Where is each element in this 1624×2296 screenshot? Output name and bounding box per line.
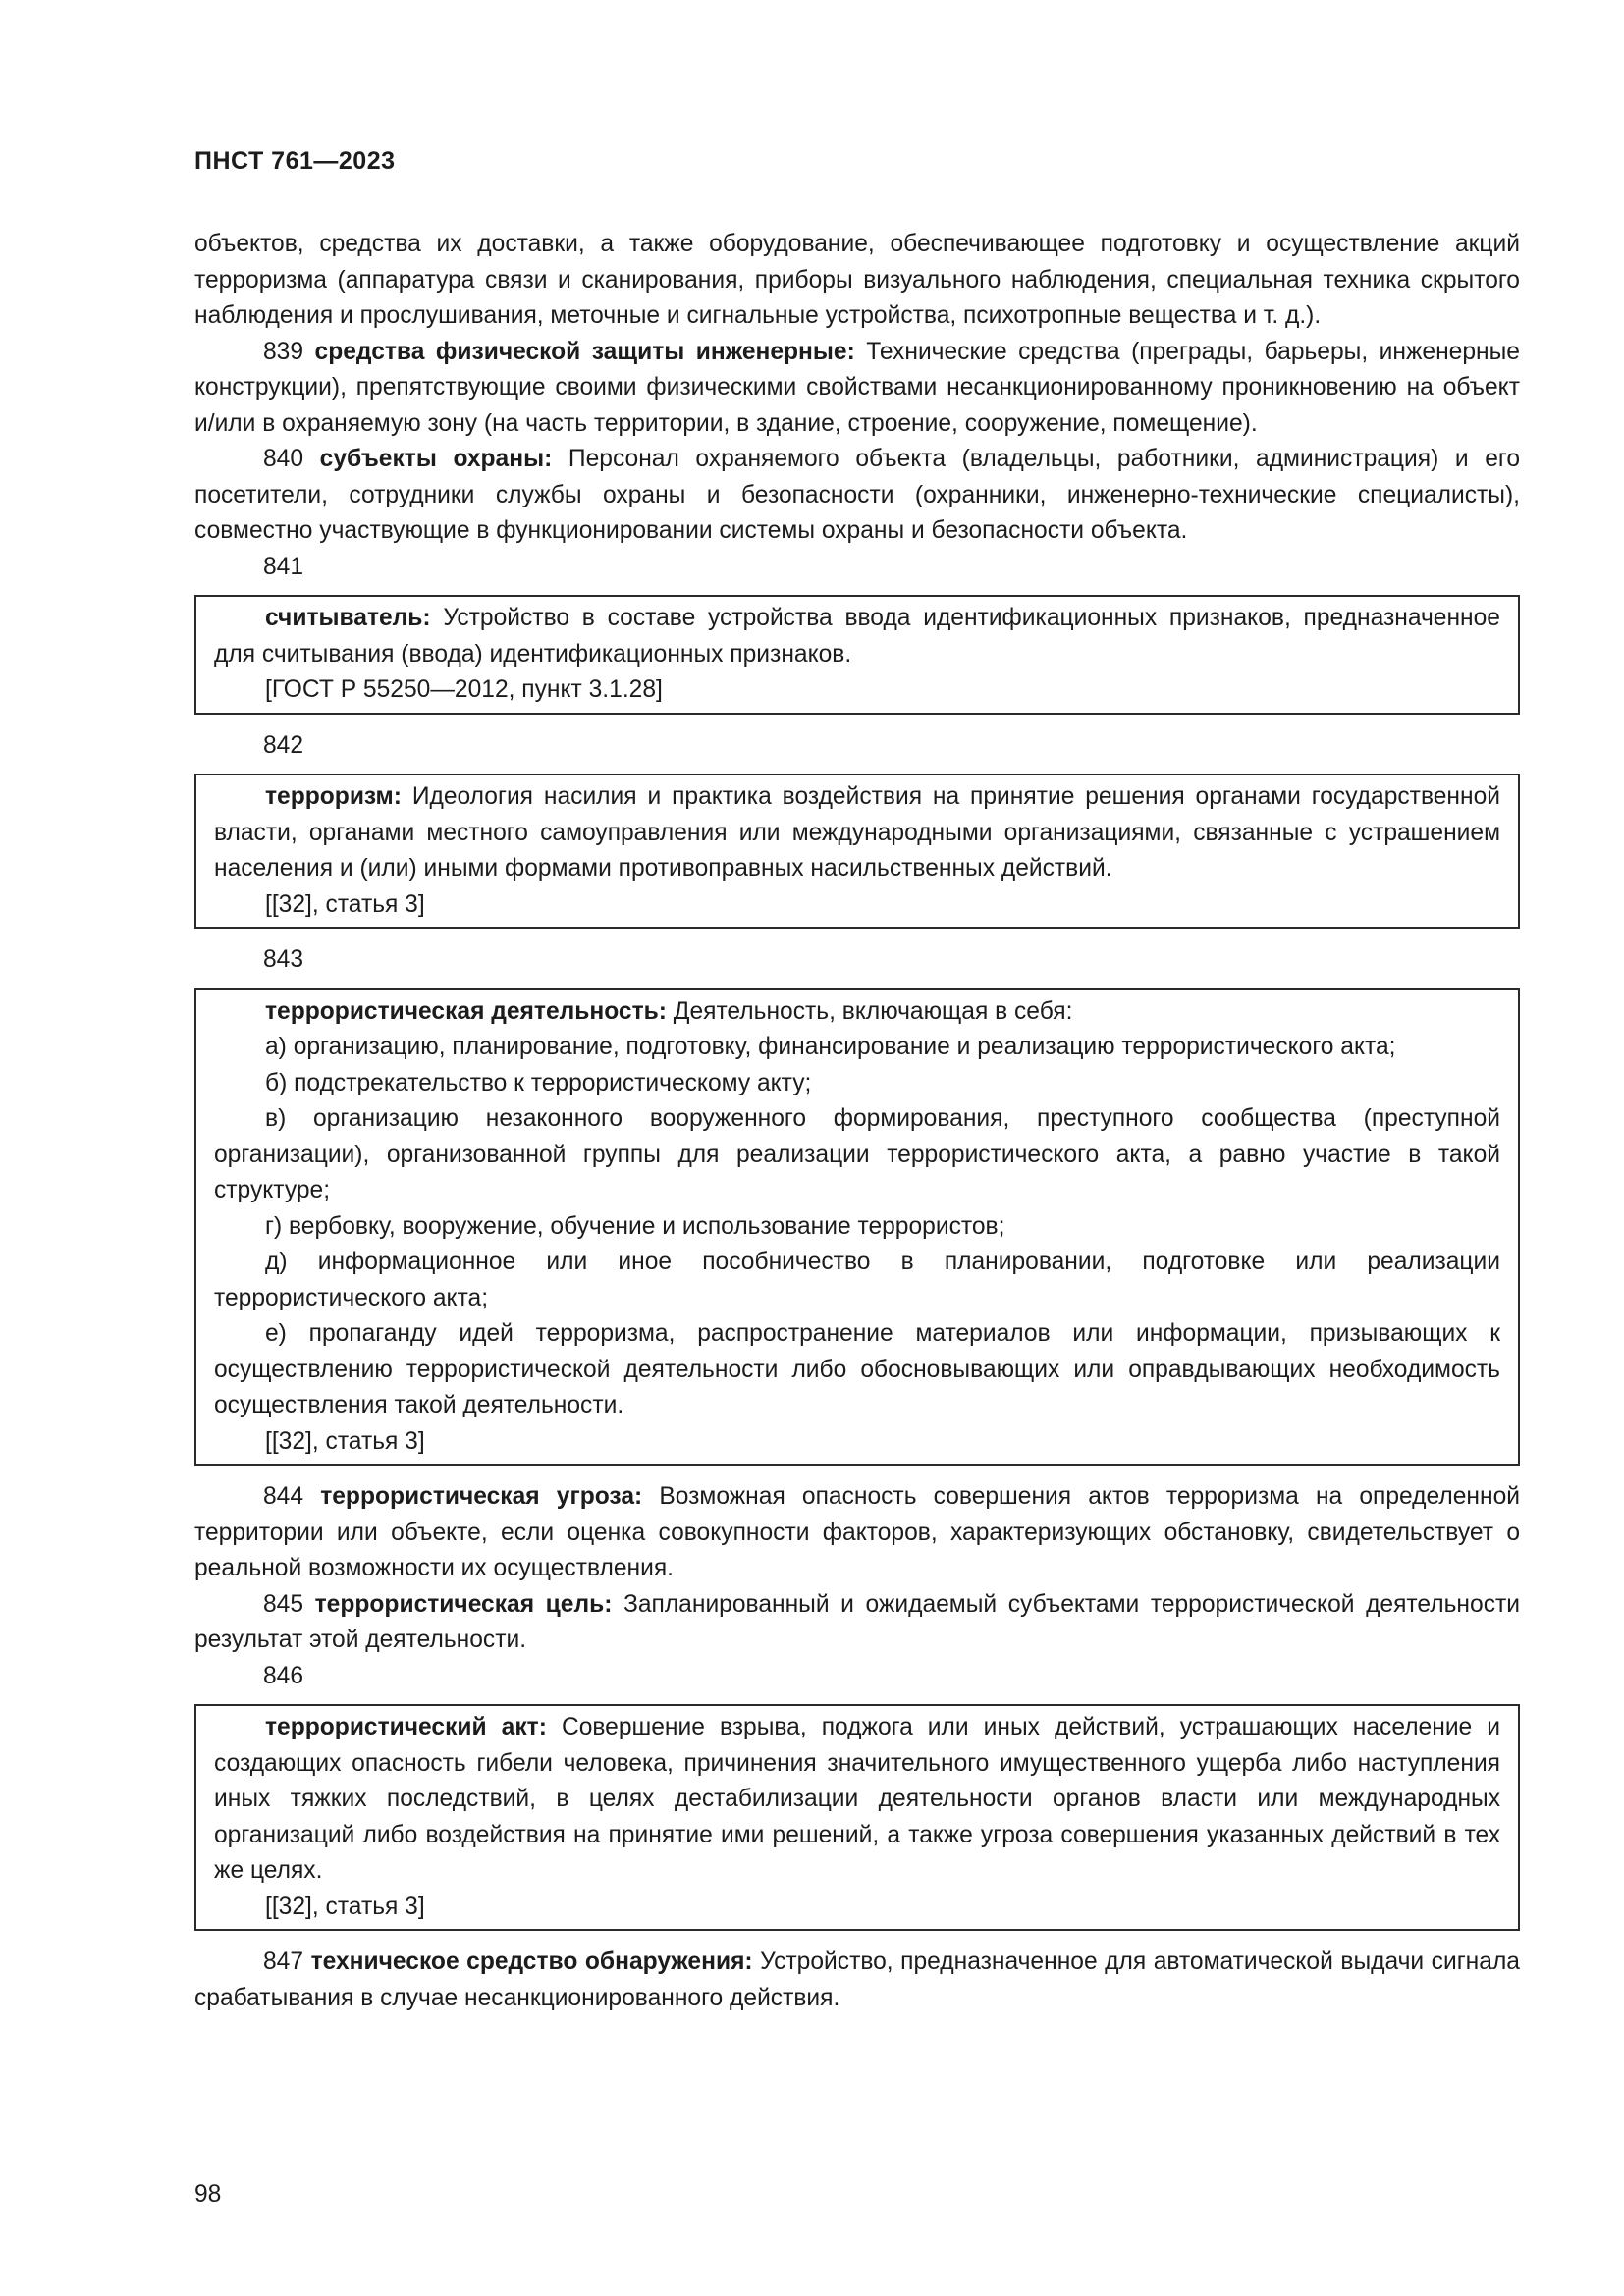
list-item: а) организацию, планирование, подготовку, финансирование и реализацию террористического акта; [265,1034,1396,1060]
page-number: 98 [194,2181,222,2208]
document-code: ПНСТ 761—2023 [194,147,396,175]
term-839 [194,335,1520,443]
term-title: террористический акт: [265,1714,547,1740]
term-number: 845 [263,1590,304,1618]
term-definition: Совершение взрыва, поджога или иных действий, устрашающих население и создающих опасность гибели человека, причинения значительного имущественного ущерба либо наступления иных тяжких последствий, в целях дестабилизации деятельности органов власти или международных организаций либо воздействия на принятие ими решений, а также угроза совершения указанных действий в тех же целях. [214,1714,1501,1884]
term-reference: [[32], статья 3] [265,1893,425,1920]
term-definition: Запланированный и ожидаемый субъектами террористической деятельности результат этой деятельности. [194,1590,1520,1653]
term-841 [214,601,1500,672]
list-item: б) подстрекательство к террористическому акту; [265,1069,812,1096]
term-definition: Деятельность, включающая в себя: [673,997,1073,1025]
term-number: 839 [263,338,304,365]
term-title: техническое средство обнаружения: [310,1949,753,1975]
term-title: террористическая угроза: [320,1483,643,1510]
list-item: д) информационное или иное пособничество в планировании, подготовке или реализации террористического акта; [214,1249,1500,1311]
term-definition: Возможная опасность совершения актов терроризма на определенной территории или объекте, если оценка совокупности факторов, характеризующих обстановку, свидетельствует о реальной возможности их осуществления. [194,1483,1520,1581]
term-843-box [194,988,1520,1467]
intro-paragraph: объектов, средства их доставки, а также оборудование, обеспечивающее подготовку и осуществление акций терроризма (аппаратура связи и сканирования, приборы визуального наблюдения, специальная техника скрытого наблюдения и прослушивания, меточные и сигнальные устройства, психотропные вещества и т. д.). [194,231,1520,329]
term-842 [214,779,1500,887]
term-840 [194,442,1520,550]
term-definition: Идеология насилия и практика воздействия на принятие решения органами государственной власти, органами местного самоуправления или международными организациями, связанные с устрашением населения и (или) иными формами противоправных насильственных действий. [214,783,1500,881]
term-846-number: 846 [263,1662,304,1689]
term-847 [194,1945,1520,2016]
term-title: терроризм: [265,783,402,810]
term-846 [214,1710,1500,1890]
term-842-box [194,774,1520,929]
term-title: террористическая цель: [314,1590,613,1618]
term-reference: [ГОСТ Р 55250—2012, пункт 3.1.28] [265,676,663,703]
term-842-number: 842 [263,731,304,759]
page-content [194,227,1520,2016]
term-title: считыватель: [265,605,431,631]
term-843 [214,994,1500,1031]
term-definition: Устройство, предназначенное для автоматической выдачи сигнала срабатывания в случае несанкционированного действия. [194,1949,1520,2011]
term-841-number: 841 [263,553,304,580]
term-844 [194,1479,1520,1587]
term-number: 844 [263,1483,304,1510]
list-item: г) вербовку, вооружение, обучение и использование террористов; [265,1212,1005,1240]
term-846-box [194,1704,1520,1931]
term-definition: Персонал охраняемого объекта (владельцы, работники, администрация) и его посетители, сотрудники службы охраны и безопасности (охранники, инженерно-технические специалисты), совместно участвующие в функционировании системы охраны и безопасности объекта. [194,446,1520,544]
term-number: 847 [263,1949,304,1975]
term-843-number: 843 [263,946,304,973]
term-title: террористическая деятельность: [265,997,667,1025]
term-841-box [194,595,1520,715]
term-number: 840 [263,446,304,472]
term-title: средства физической защиты инженерные: [314,338,855,365]
term-definition: Технические средства (преграды, барьеры, инженерные конструкции), препятствующие своими физическими свойствами несанкционированному проникновению на объект и/или в охраняемую зону (на часть территории, в здание, строение, сооружение, помещение). [194,338,1520,437]
term-definition: Устройство в составе устройства ввода идентификационных признаков, предназначенное для считывания (ввода) идентификационных признаков. [214,605,1500,667]
list-item: е) пропаганду идей терроризма, распространение материалов или информации, призывающих к осуществлению террористической деятельности либо обосновывающих или оправдывающих необходимость осуществления такой деятельности. [214,1320,1500,1418]
term-reference: [[32], статья 3] [265,1427,425,1455]
list-item: в) организацию незаконного вооруженного формирования, преступного сообщества (преступной организации), организованной группы для реализации террористического акта, а равно участие в такой структуре; [214,1105,1500,1203]
term-reference: [[32], статья 3] [265,890,425,918]
term-845 [194,1587,1520,1659]
term-title: субъекты охраны: [319,446,553,472]
